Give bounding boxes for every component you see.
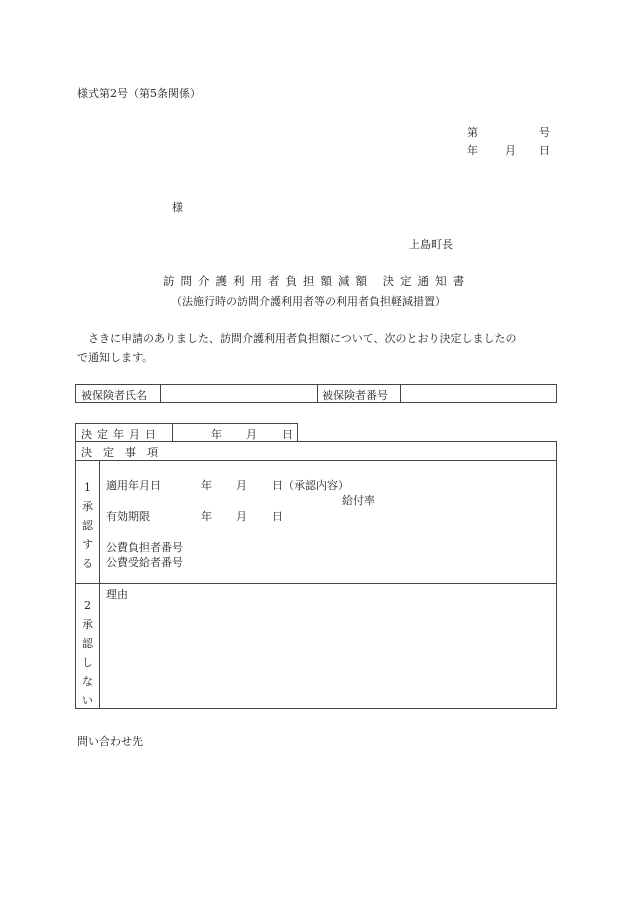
decision-date-year: 年: [211, 428, 222, 441]
date-day: 日: [539, 144, 550, 157]
apply-date-year: 年: [201, 479, 212, 492]
issuer: 上島町長: [409, 238, 453, 251]
doc-number-go: 号: [539, 126, 550, 139]
insured-number-label: 被保険者番号: [322, 389, 388, 402]
decision-items-table: [75, 441, 557, 709]
deny-section-label: 2 承 認 し な い: [82, 599, 93, 707]
decision-date-label: 決定年月日: [81, 428, 161, 441]
approve-section-label: 1 承 認 す る: [82, 481, 93, 570]
recipient-suffix: 様: [172, 201, 183, 214]
insured-name-field[interactable]: [166, 387, 311, 401]
form-number: 様式第2号（第5条関係）: [77, 87, 201, 100]
doc-number-dai: 第: [467, 126, 478, 139]
date-year: 年: [467, 144, 478, 157]
apply-date-month: 月: [236, 479, 247, 492]
body-text-line1: さきに申請のありました、訪問介護利用者負担額について、次のとおり決定しましたの: [88, 332, 517, 345]
apply-date-day-content: 日（承認内容）: [272, 479, 349, 492]
decision-date-box: [75, 423, 298, 442]
apply-date-label: 適用年月日: [106, 479, 161, 492]
document-title: 訪問介護利用者負担額減額 決定通知書: [163, 274, 471, 288]
benefit-rate-label: 給付率: [342, 494, 375, 507]
decision-date-day: 日: [282, 428, 293, 441]
document-subtitle: （法施行時の訪問介護利用者等の利用者負担軽減措置）: [171, 295, 446, 308]
valid-period-label: 有効期限: [106, 510, 150, 523]
public-recipient-label: 公費受給者番号: [106, 556, 183, 569]
valid-day: 日: [272, 510, 283, 523]
valid-year: 年: [201, 510, 212, 523]
reason-label: 理由: [106, 588, 128, 601]
date-month: 月: [505, 144, 516, 157]
valid-month: 月: [236, 510, 247, 523]
insured-number-field[interactable]: [406, 387, 551, 401]
insured-name-label: 被保険者氏名: [81, 389, 147, 402]
insured-table: [75, 384, 557, 403]
public-payer-label: 公費負担者番号: [106, 541, 183, 554]
decision-date-month: 月: [246, 428, 257, 441]
decision-items-label: 決 定 事 項: [81, 446, 158, 459]
body-text-line2: で通知します。: [77, 351, 154, 364]
contact-label: 問い合わせ先: [77, 735, 143, 748]
